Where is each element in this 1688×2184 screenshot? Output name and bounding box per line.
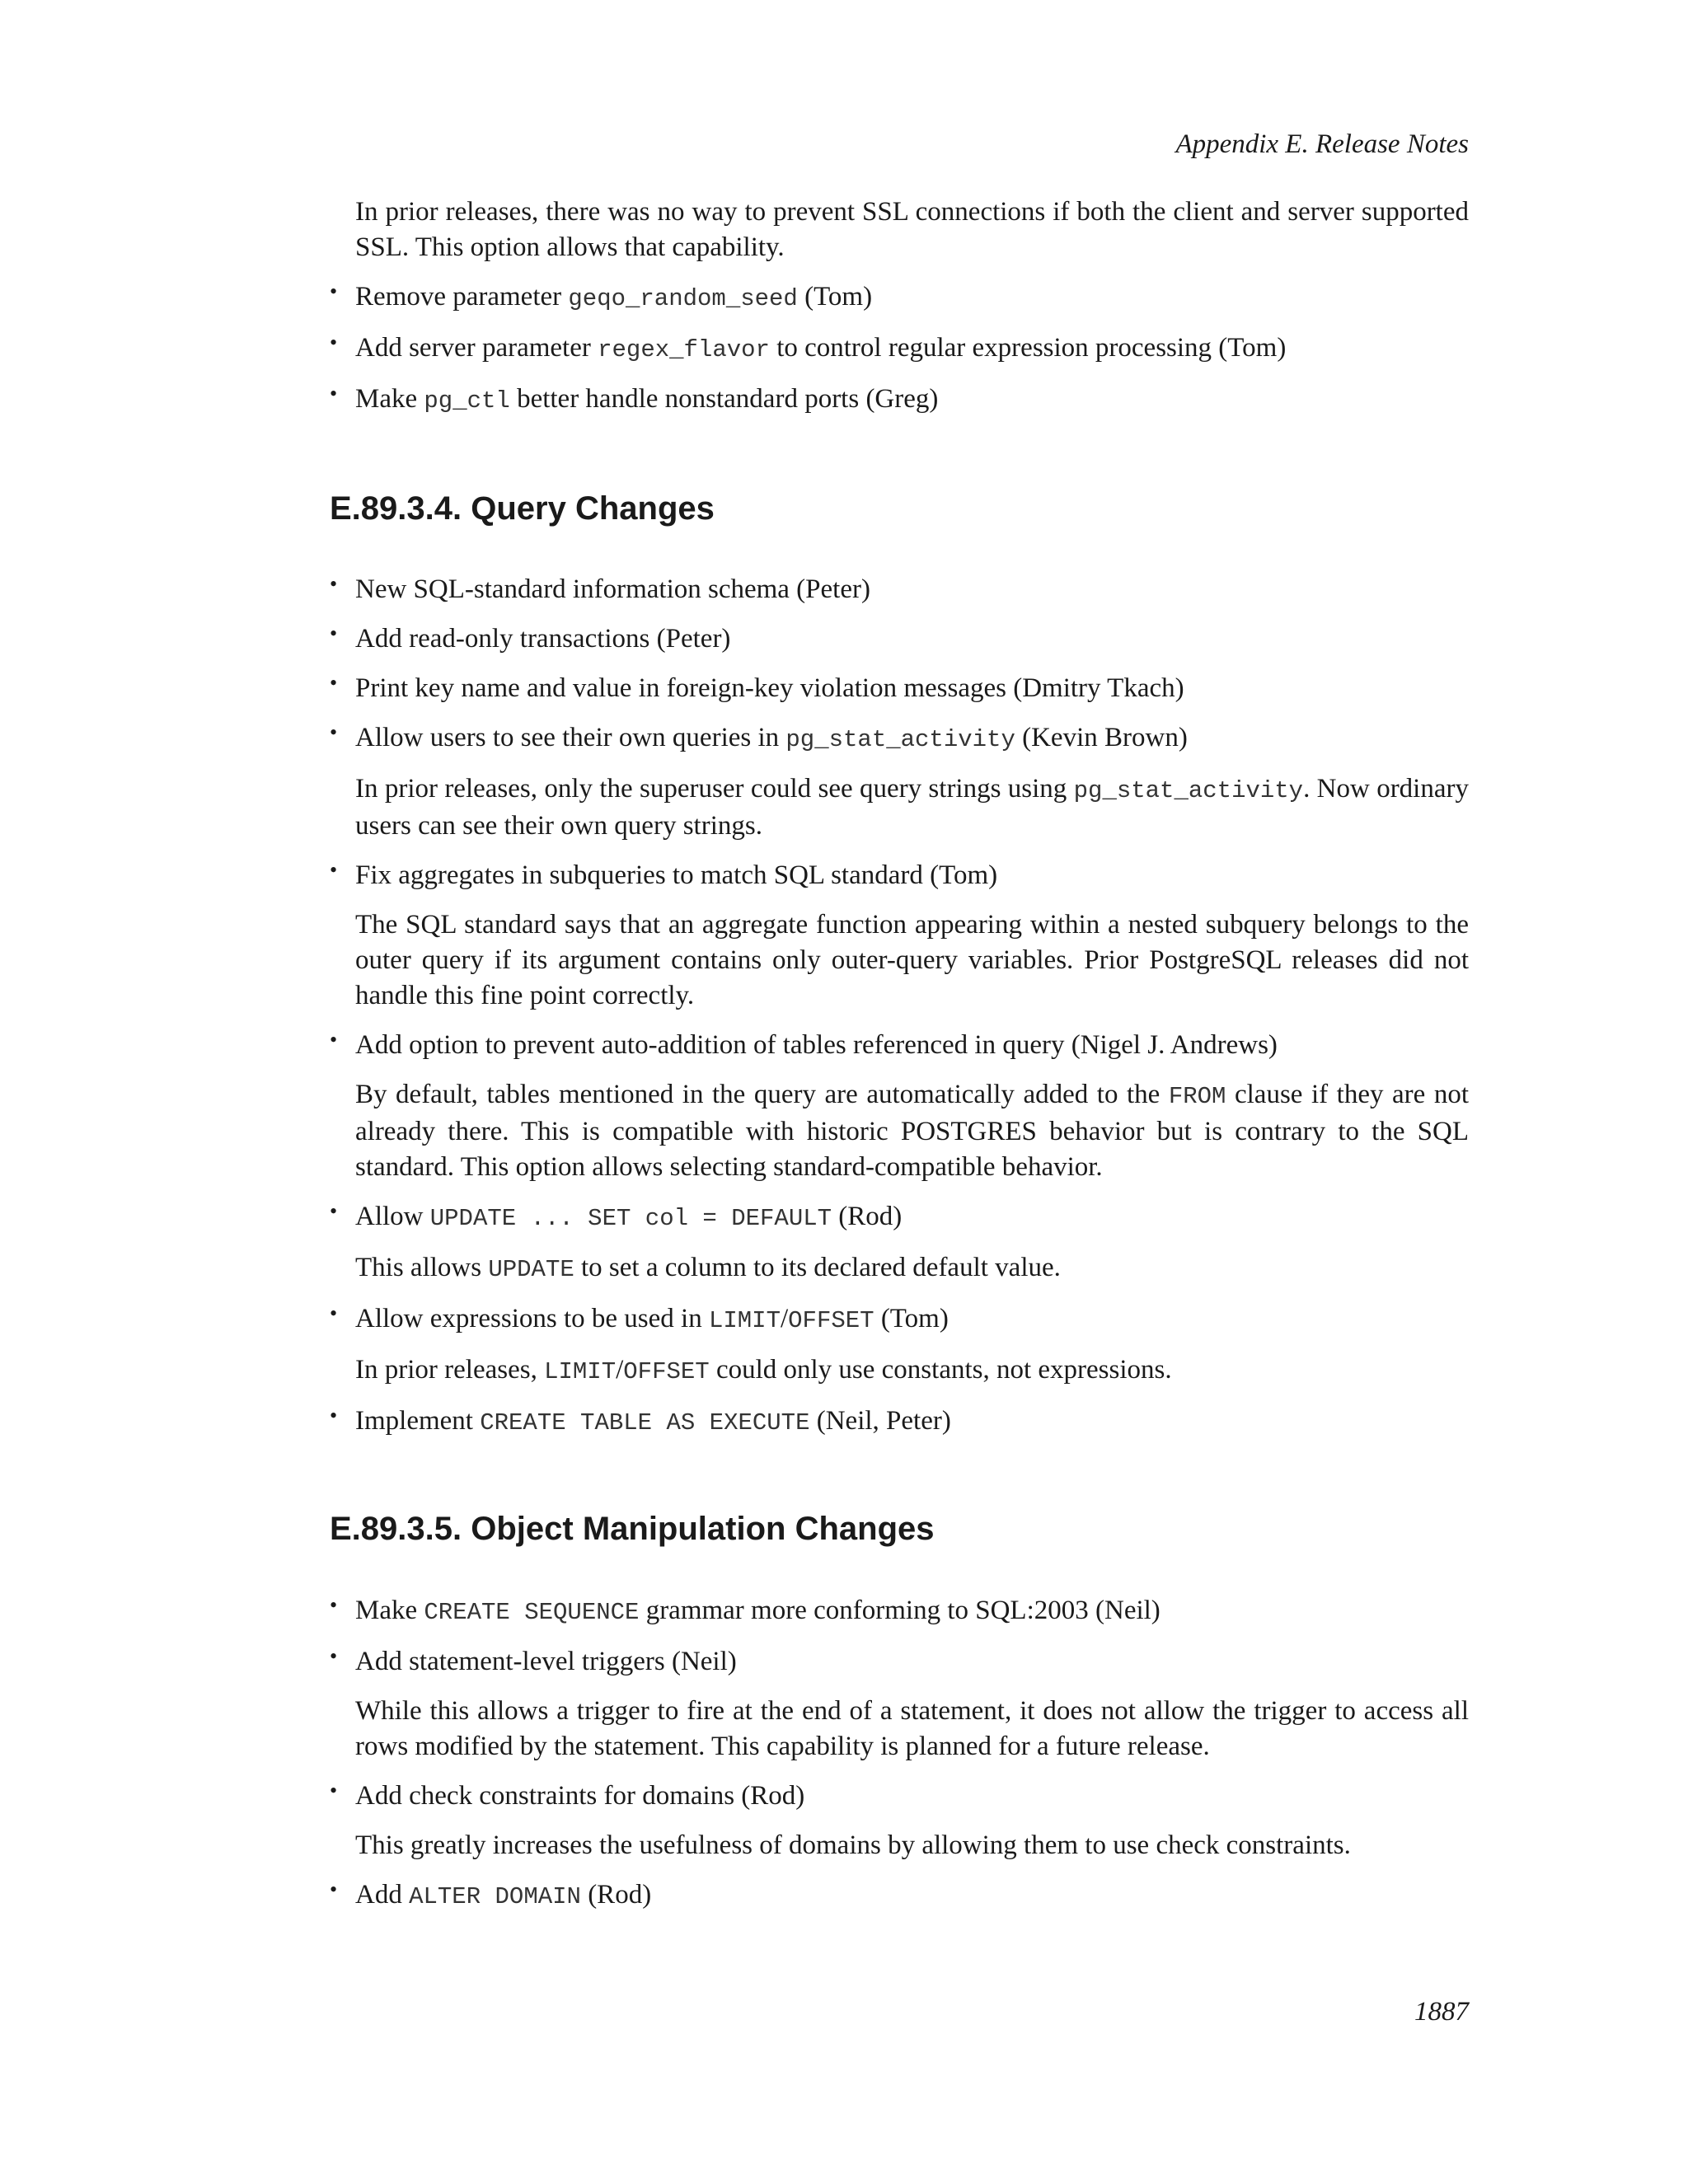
- note-domain-check-constraints: This greatly increases the usefulness of domains by allowing them to use check constraints.: [355, 1830, 1351, 1860]
- bullet-icon: •: [330, 1877, 338, 1901]
- code-geqo-random-seed: geqo_random_seed: [568, 285, 798, 312]
- bullet-icon: •: [330, 1028, 338, 1052]
- note-update-set-default: This allows UPDATE to set a column to its declared default value.: [355, 1253, 1061, 1283]
- note-statement-level-triggers: While this allows a trigger to fire at the end of a statement, it does not allow the trigger to access all rows modified by the statement. This capability is planned for a future release.: [355, 1696, 1469, 1761]
- list-item-create-sequence: • Make CREATE SEQUENCE grammar more conforming to SQL:2003 (Neil): [330, 1593, 1160, 1626]
- list-item-pg-ctl: • Make pg_ctl better handle nonstandard ports (Greg): [330, 382, 939, 415]
- section-heading-query-changes: E.89.3.4. Query Changes: [330, 490, 715, 527]
- bullet-icon: •: [330, 858, 338, 882]
- code-regex-flavor: regex_flavor: [598, 336, 770, 363]
- code-create-table-as-execute: CREATE TABLE AS EXECUTE: [480, 1409, 810, 1436]
- list-item-aggregates-subqueries: • Fix aggregates in subqueries to match SQL standard (Tom): [330, 858, 998, 890]
- list-item-limit-offset: • Allow expressions to be used in LIMIT/OFFSET (Tom): [330, 1301, 949, 1334]
- bullet-icon: •: [330, 1593, 338, 1617]
- bullet-icon: •: [330, 330, 338, 354]
- bullet-icon: •: [330, 1301, 338, 1325]
- code-update-set-default: UPDATE ... SET col = DEFAULT: [429, 1205, 832, 1232]
- running-header: Appendix E. Release Notes: [1175, 129, 1469, 159]
- bullet-icon: •: [330, 671, 338, 695]
- note-pg-stat-activity: In prior releases, only the superuser could see query strings using pg_stat_activity. Now ordinary users can see their own query strings.: [355, 774, 1469, 841]
- code-pg-stat-activity: pg_stat_activity: [785, 726, 1015, 753]
- list-item-pg-stat-activity: • Allow users to see their own queries in pg_stat_activity (Kevin Brown): [330, 720, 1188, 753]
- list-item-remove-geqo: • Remove parameter geqo_random_seed (Tom): [330, 279, 873, 312]
- bullet-icon: •: [330, 621, 338, 645]
- bullet-icon: •: [330, 1779, 338, 1802]
- bullet-icon: •: [330, 1404, 338, 1427]
- list-item-regex-flavor: • Add server parameter regex_flavor to control regular expression processing (Tom): [330, 330, 1287, 363]
- list-item-domain-check-constraints: • Add check constraints for domains (Rod): [330, 1779, 805, 1811]
- list-item-create-table-as-execute: • Implement CREATE TABLE AS EXECUTE (Neil, Peter): [330, 1404, 951, 1436]
- bullet-icon: •: [330, 1644, 338, 1668]
- note-limit-offset: In prior releases, LIMIT/OFFSET could only use constants, not expressions.: [355, 1355, 1172, 1385]
- bullet-icon: •: [330, 279, 338, 303]
- list-item-update-set-default: • Allow UPDATE ... SET col = DEFAULT (Rod): [330, 1199, 903, 1232]
- list-item-foreign-key-messages: • Print key name and value in foreign-key violation messages (Dmitry Tkach): [330, 671, 1184, 703]
- list-item-auto-addition-tables: • Add option to prevent auto-addition of tables referenced in query (Nigel J. Andrews): [330, 1028, 1278, 1060]
- bullet-icon: •: [330, 1199, 338, 1223]
- list-item-information-schema: • New SQL-standard information schema (Peter): [330, 572, 870, 604]
- bullet-icon: •: [330, 572, 338, 596]
- bullet-icon: •: [330, 720, 338, 744]
- list-item-read-only-transactions: • Add read-only transactions (Peter): [330, 621, 731, 654]
- ssl-note: In prior releases, there was no way to prevent SSL connections if both the client and server supported SSL. This option allows that capability.: [355, 197, 1469, 262]
- code-pg-ctl: pg_ctl: [424, 387, 510, 415]
- section-heading-object-manipulation: E.89.3.5. Object Manipulation Changes: [330, 1511, 935, 1547]
- page-content: [330, 194, 1469, 1915]
- code-create-sequence: CREATE SEQUENCE: [424, 1599, 640, 1626]
- list-item-alter-domain: • Add ALTER DOMAIN (Rod): [330, 1877, 652, 1910]
- note-auto-addition-tables: By default, tables mentioned in the query are automatically added to the FROM clause if they are not already there. This is compatible with historic POSTGRES behavior but is contrary to the SQL standard. This option allows selecting standard-compatible behavior.: [355, 1080, 1469, 1182]
- page-number: 1887: [1414, 1997, 1469, 2027]
- note-aggregates-subqueries: The SQL standard says that an aggregate function appearing within a nested subquery belongs to the outer query if its argument contains only outer-query variables. Prior PostgreSQL releases did not handle this fine point correctly.: [355, 910, 1469, 1010]
- code-alter-domain: ALTER DOMAIN: [409, 1883, 581, 1910]
- bullet-icon: •: [330, 382, 338, 405]
- list-item-statement-level-triggers: • Add statement-level triggers (Neil): [330, 1644, 737, 1676]
